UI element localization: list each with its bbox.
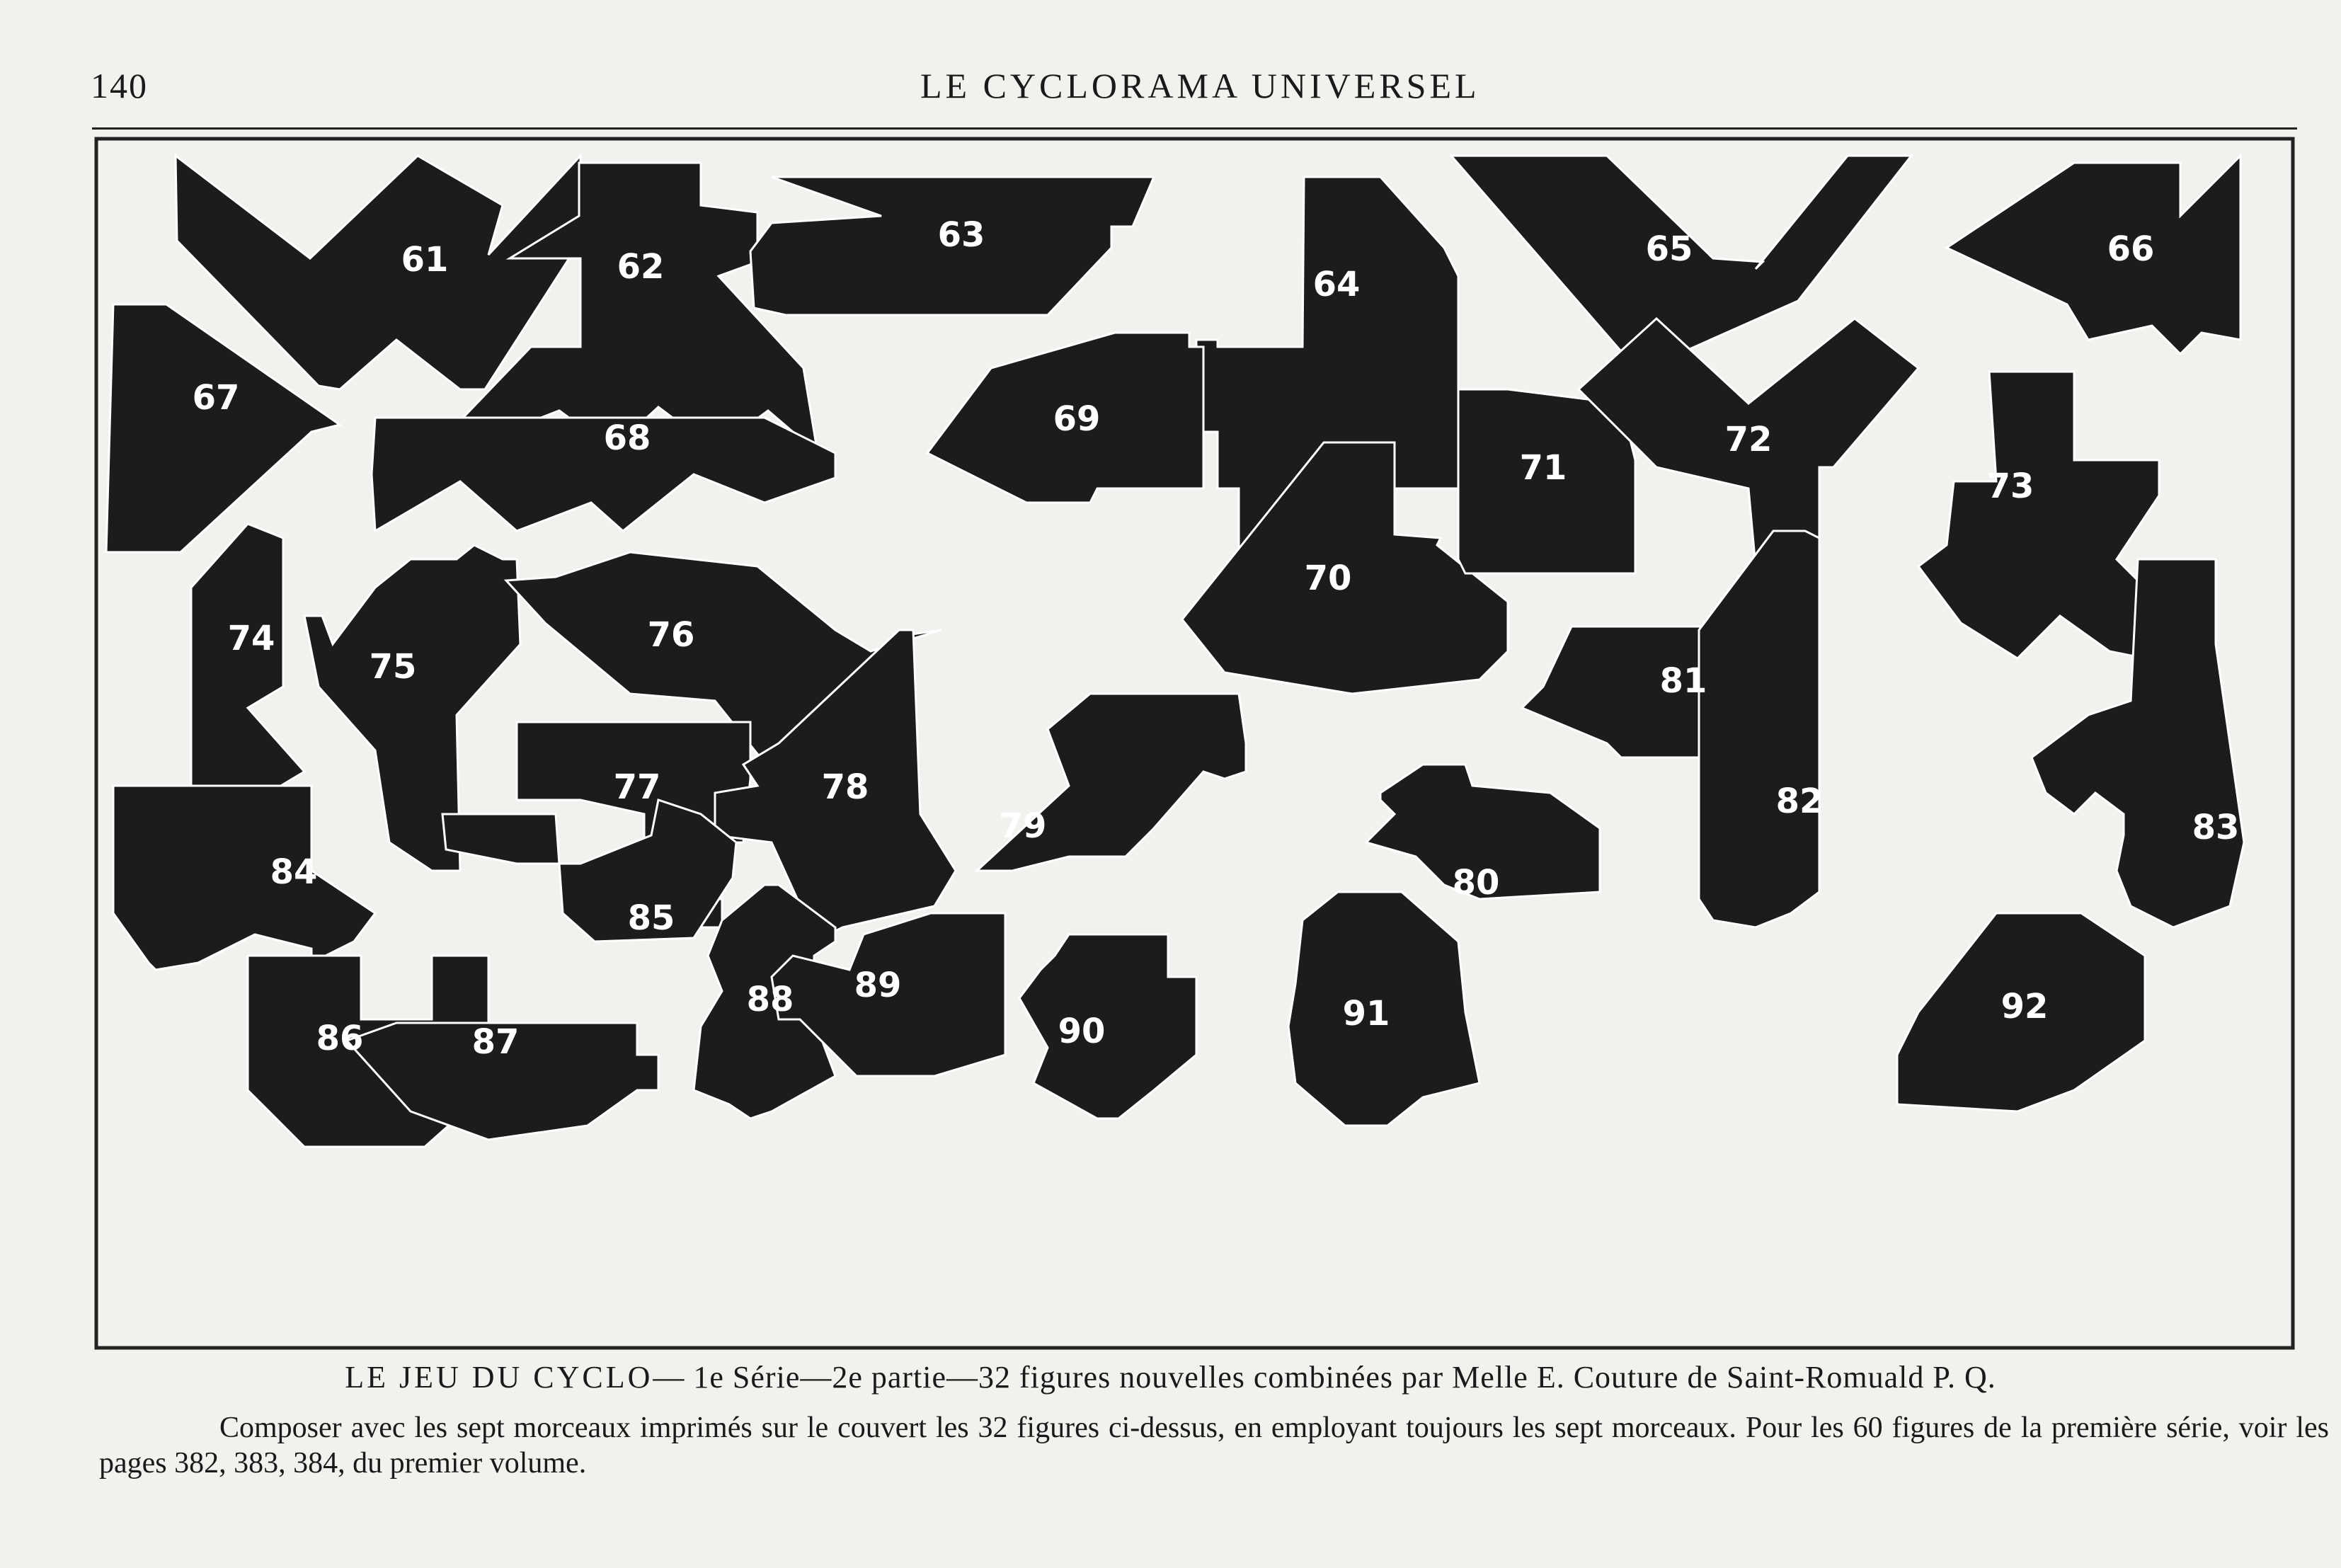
figure-number-67: 67 bbox=[192, 378, 240, 418]
caption-rest: — 1e Série—2e partie—32 figures nouvelles combinées par Melle E. Couture de Saint-Romuald P. Q. bbox=[653, 1360, 1996, 1395]
figure-number-68: 68 bbox=[603, 418, 651, 458]
figure-number-83: 83 bbox=[2192, 808, 2240, 847]
figure-number-77: 77 bbox=[613, 767, 661, 807]
figure-number-61: 61 bbox=[401, 240, 449, 280]
figure-number-74: 74 bbox=[227, 619, 275, 658]
figure-number-71: 71 bbox=[1519, 448, 1567, 488]
figure-number-63: 63 bbox=[937, 215, 985, 255]
figure-number-64: 64 bbox=[1312, 265, 1361, 304]
caption-title: LE JEU DU CYCLO bbox=[345, 1360, 653, 1395]
figure-number-72: 72 bbox=[1724, 420, 1773, 459]
page-number: 140 bbox=[91, 66, 148, 105]
tangram-figure-85 bbox=[442, 800, 736, 942]
figure-number-73: 73 bbox=[1986, 467, 2034, 506]
figure-number-66: 66 bbox=[2107, 229, 2155, 269]
figure-number-81: 81 bbox=[1659, 661, 1707, 701]
instructions-paragraph: Composer avec les sept morceaux imprimés sur le couvert les 32 figures ci-dessus, en employant toujours les sept morceaux. Pour les 60 figures de la première série, voir les pages 382, 383, 384, du premier volume. bbox=[99, 1412, 2329, 1480]
figure-number-65: 65 bbox=[1645, 229, 1693, 269]
plate-caption bbox=[0, 1359, 2341, 1395]
tangram-figure-84 bbox=[113, 786, 375, 970]
tangram-figure-82 bbox=[1699, 531, 1819, 927]
figure-number-69: 69 bbox=[1053, 399, 1101, 439]
header-rule bbox=[92, 127, 2297, 130]
figure-number-85: 85 bbox=[627, 898, 675, 938]
figure-number-91: 91 bbox=[1342, 994, 1390, 1034]
figure-number-62: 62 bbox=[617, 247, 665, 287]
figure-number-75: 75 bbox=[369, 647, 417, 687]
figure-number-88: 88 bbox=[746, 980, 794, 1019]
figure-number-76: 76 bbox=[647, 615, 695, 655]
tangram-figure-73 bbox=[1918, 372, 2159, 658]
tangram-plate bbox=[92, 135, 2297, 1352]
figure-number-87: 87 bbox=[471, 1022, 520, 1062]
figure-number-90: 90 bbox=[1058, 1012, 1106, 1051]
figure-number-78: 78 bbox=[821, 767, 869, 807]
running-title: LE CYCLORAMA UNIVERSEL bbox=[920, 66, 1480, 105]
figure-number-70: 70 bbox=[1304, 559, 1352, 598]
figure-number-86: 86 bbox=[316, 1019, 364, 1058]
figure-number-84: 84 bbox=[270, 852, 318, 892]
tangram-figures bbox=[92, 135, 2297, 1352]
figure-number-79: 79 bbox=[999, 806, 1047, 846]
figure-number-82: 82 bbox=[1775, 782, 1824, 821]
tangram-figure-90 bbox=[1019, 934, 1196, 1118]
tangram-figure-66 bbox=[1947, 156, 2240, 354]
figure-number-89: 89 bbox=[854, 966, 902, 1005]
figure-number-92: 92 bbox=[2001, 987, 2049, 1026]
figure-number-80: 80 bbox=[1452, 863, 1500, 903]
